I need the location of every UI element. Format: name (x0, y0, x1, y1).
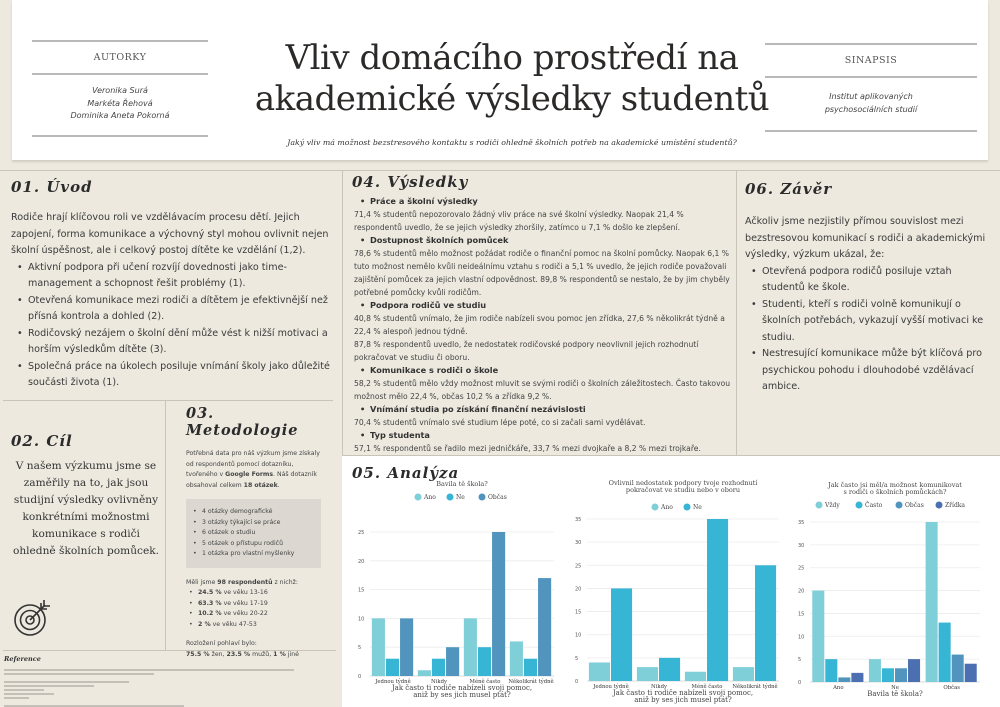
divider (736, 170, 737, 456)
y-tick-label: 25 (575, 563, 582, 570)
reference-text-line (4, 685, 94, 687)
text-bold: Google Forms (225, 471, 274, 478)
uvod-intro: Rodiče hrají klíčovou roli ve vzdělávacím procesu dětí. Jejich zapojení, forma komunikace a výchovný styl mohou ovlivnit nejen školní úspěšnost, ale i celkový postoj dítěte ke vzdělání (1,2). (11, 212, 329, 256)
reference-text-line (4, 693, 54, 695)
result-item (352, 429, 732, 455)
legend-swatch (447, 494, 454, 501)
text-bold: 98 respondentů (217, 578, 273, 586)
y-tick-label: 20 (575, 586, 582, 593)
authors-caption: AUTORKY (93, 52, 147, 63)
affiliation-caption: SINAPSIS (844, 55, 898, 66)
result-heading: • Komunikace s rodiči o škole (352, 364, 732, 377)
bar (825, 659, 837, 682)
result-heading: • Podpora rodičů ve studiu (352, 299, 732, 312)
reference-text-line (4, 669, 294, 671)
bar (400, 618, 413, 676)
section-title: 05. Analýza (352, 464, 460, 482)
section-title: 02. Cíl (11, 432, 73, 450)
legend-item (936, 502, 966, 510)
result-text: 57,1 % respondentů se řadilo mezi jedničkáře, 33,7 % mezi dvojkaře a 8,2 % mezi trojkaře. (354, 444, 701, 453)
title-line: Vliv domácího prostředí na (285, 38, 739, 78)
y-tick-label: 20 (798, 588, 805, 595)
x-axis-label: Bavila tě škola? (867, 690, 923, 698)
result-heading: • Dostupnost školních pomůcek (352, 234, 732, 247)
respondents-line (186, 578, 326, 589)
x-axis-label: aniž by ses jich musel ptát? (413, 691, 511, 699)
bar (446, 647, 459, 676)
section-title: 06. Závěr (745, 180, 833, 198)
y-tick-label: 10 (575, 632, 582, 639)
text-bold: 63.3 % (198, 599, 222, 607)
divider (765, 130, 977, 132)
reference-text-line (4, 681, 129, 683)
y-tick-label: 0 (798, 680, 802, 686)
result-item (352, 234, 732, 299)
x-tick-label: Ano (833, 685, 844, 691)
result-text: 78,6 % studentů mělo možnost požádat rodiče o finanční pomoc na školní pomůcky. Naopak 6,1 % tuto možnost nemělo kvůli neideálnímu vztahu s rodiči a 5,1 % uvedlo, že jejich rodiče považovali zajištění pomůcek za jejich vlastní odpovědnost. 89,8 % respondentů se nestalo, že by jim chyběly potřebné pomůcky kvůli rodičům. (354, 249, 730, 297)
x-tick-label: Ne (891, 685, 899, 691)
bar (538, 578, 551, 676)
y-tick-label: 5 (575, 655, 579, 662)
chart-svg (344, 474, 559, 707)
text: Potřebná data pro náš výzkum jsme získaly od respondentů pomocí dotazníku, tvořeného v (186, 450, 320, 478)
zaver-bullets (745, 264, 995, 396)
section-title: 01. Úvod (11, 178, 93, 196)
legend-swatch (936, 502, 943, 509)
bar (838, 677, 850, 682)
bar (637, 667, 658, 681)
section-analyza (342, 456, 1000, 707)
question-group: • 5 otázek o přístupu rodičů (190, 539, 317, 550)
gender-caption: Rozložení pohlaví bylo: (186, 640, 257, 647)
affiliation-line: Institut aplikovaných (829, 92, 913, 101)
y-tick-label: 25 (358, 530, 365, 536)
legend-label: Vždy (825, 502, 840, 509)
bar (432, 659, 445, 676)
bullet-item: • Nestresující komunikace může být klíčová pro psychickou pohodu i dlouhodobé vzdělávací ambice. (745, 346, 995, 396)
text-bold: 10.2 % (198, 610, 222, 617)
x-tick-label: Několikrát týdně (732, 684, 778, 690)
x-axis-label: Jak často ti rodiče nabízeli svoji pomoc, (391, 684, 533, 692)
text: ve věku 47-53 (210, 620, 257, 628)
bullet-item: • Společná práce na úkolech posiluje vnímání školy jako důležité součásti života (1). (11, 359, 333, 392)
text: . Náš dotazník obsahoval celkem (186, 471, 317, 489)
author-name: Veronika Surá (92, 86, 148, 95)
bar (869, 659, 881, 682)
author-name: Dominika Aneta Pokorná (70, 111, 170, 120)
section-vysledky (352, 173, 732, 455)
chart-svg (567, 474, 782, 707)
text: Měli jsme (186, 578, 218, 586)
chart-title: pokračovat ve studiu nebo v oboru (625, 486, 741, 494)
legend-item (896, 502, 924, 510)
section-title: 03. Metodologie (186, 405, 299, 439)
bullet-item: • Otevřená podpora rodičů posiluje vztah studentů ke škole. (745, 264, 995, 297)
x-tick-label: Občas (943, 685, 960, 691)
question-group: • 3 otázky týkající se práce (190, 518, 317, 529)
text-bold: 24.5 % (198, 589, 222, 596)
bullet-item: • Aktivní podpora při učení rozvíjí dovednosti jako time-management a schopnost řešit problémy (1). (11, 260, 333, 293)
uvod-bullets (11, 260, 333, 392)
legend-item (816, 502, 841, 510)
text: mužů, (250, 650, 274, 658)
text: žen, (209, 650, 227, 658)
text-bold: 18 otázek (243, 481, 278, 489)
result-text: 71,4 % studentů nepozorovalo žádný vliv práce na své školní výsledky. Naopak 21,4 % respondentů uvedlo, že se jejich výsledky zhoršily, zatímco u 7,1 % došlo ke zlepšení. (354, 210, 684, 232)
y-tick-label: 5 (358, 645, 362, 652)
bar (952, 655, 964, 682)
text-bold: 23.5 % (226, 650, 251, 658)
text: ve věku 17-19 (221, 599, 268, 607)
legend-swatch (415, 494, 422, 501)
bar (851, 673, 863, 682)
y-tick-label: 5 (798, 657, 802, 664)
reference-text-line (4, 689, 44, 691)
result-item (352, 299, 732, 364)
y-tick-label: 25 (798, 565, 805, 572)
bar (464, 618, 477, 676)
result-text: 40,8 % studentů vnímalo, že jim rodiče nabízeli svou pomoc jen zřídka, 27,6 % několikrát týdně a 22,4 % alespoň jednou týdně. (354, 314, 725, 336)
target-icon (12, 598, 52, 638)
reference-title: Reference (4, 655, 41, 663)
text: . (277, 481, 280, 489)
age-list (186, 588, 326, 630)
result-item (352, 195, 732, 234)
y-tick-label: 20 (358, 558, 365, 565)
zaver-intro: Ačkoliv jsme nezjistily přímou souvislost mezi bezstresovou komunikací s rodiči a akademickými výsledky, výzkum ukázal, že: (745, 216, 986, 260)
affiliation-name (765, 78, 977, 130)
bar (372, 618, 385, 676)
x-tick-label: Nikdy (651, 684, 667, 690)
legend-item (856, 501, 883, 509)
bar (733, 667, 754, 681)
legend-label: Občas (488, 494, 507, 501)
chart-komunikace-pomucky (790, 474, 995, 707)
bar (707, 519, 728, 681)
bullet-item: • Otevřená komunikace mezi rodiči a dítětem je efektivnější než přísná kontrola a dohled (2). (11, 293, 333, 326)
authors-list (32, 75, 208, 135)
legend-label: Občas (905, 502, 924, 509)
bar (386, 659, 399, 676)
y-tick-label: 35 (575, 517, 582, 523)
question-groups-box (186, 499, 321, 568)
metodologie-intro (186, 449, 326, 491)
divider (32, 135, 208, 137)
y-tick-label: 10 (358, 616, 365, 623)
legend-swatch (652, 504, 659, 511)
bar (659, 658, 680, 681)
poster-header (12, 0, 988, 160)
text: ve věku 13-16 (221, 589, 268, 596)
bar (685, 672, 706, 681)
bar (524, 659, 537, 676)
bar (478, 647, 491, 676)
bar (965, 664, 977, 682)
legend-item (479, 494, 507, 502)
section-uvod (11, 178, 333, 392)
title-line: akademické výsledky studentů (254, 79, 770, 119)
x-tick-label: Jednou týdně (593, 684, 629, 690)
affiliation-line: psychosociálních studií (824, 104, 918, 114)
divider (165, 400, 166, 650)
result-text: 70,4 % studentů vnímalo své studium lépe poté, co si začali sami vydělávat. (354, 418, 646, 427)
reference-text-line (4, 697, 29, 699)
result-heading: • Typ studenta (352, 429, 732, 442)
legend-label: Ano (661, 504, 673, 511)
bar (589, 662, 610, 681)
section-cil (11, 432, 161, 560)
chart-title: s rodiči o školních pomůckách? (843, 488, 947, 496)
bar (755, 565, 776, 681)
question-group: • 4 otázky demografické (190, 507, 317, 518)
result-text: 87,8 % respondentů uvedlo, že nedostatek rodičovské podpory neovlivnil jejich rozhodnutí pokračovat ve studiu či oboru. (354, 340, 699, 362)
result-item (352, 364, 732, 403)
legend-swatch (896, 502, 903, 509)
legend-label: Ne (456, 494, 465, 501)
x-tick-label: Méně často (469, 679, 501, 685)
section-zaver (745, 180, 995, 396)
x-tick-label: Několikrát týdně (508, 679, 554, 685)
legend-swatch (856, 502, 863, 509)
author-name: Markéta Řehová (87, 98, 153, 108)
legend-label: Často (865, 502, 883, 509)
result-text: 58,2 % studentů mělo vždy možnost mluvit se svými rodiči o školních záležitostech. Často takovou možnost mělo 22,4 %, občas 10,2 % a zřídka 9,2 %. (354, 379, 731, 401)
bullet-item: • Studenti, kteří s rodiči volně komunikují o školních potřebách, vykazují vyšší motivaci ke studiu. (745, 297, 995, 347)
y-tick-label: 0 (358, 674, 362, 680)
y-tick-label: 30 (575, 540, 582, 547)
chart-svg (790, 474, 995, 707)
affiliation-box (765, 43, 977, 132)
legend-item (447, 494, 466, 502)
x-tick-label: Jednou týdně (375, 679, 411, 685)
age-item (186, 609, 326, 620)
bar (418, 670, 431, 676)
legend-item (684, 504, 703, 512)
legend-swatch (684, 504, 691, 511)
section-reference (4, 655, 334, 707)
x-axis-label: Jak často ti rodiče nabízeli svoji pomoc, (612, 689, 754, 697)
legend-swatch (816, 502, 823, 509)
poster-subtitle: Jaký vliv má možnost bezstresového kontaktu s rodiči ohledně školních potřeb na akademické umístění studentů? (287, 138, 737, 147)
age-item (186, 588, 326, 599)
reference-entry (4, 681, 334, 699)
text-bold: 2 % (198, 620, 211, 628)
authors-box (32, 40, 208, 137)
divider (0, 170, 1000, 171)
y-tick-label: 15 (575, 609, 582, 616)
result-heading: • Práce a školní výsledky (352, 195, 732, 208)
bar (895, 668, 907, 682)
legend-label: Ne (693, 504, 702, 511)
section-title: 04. Výsledky (352, 173, 469, 191)
bar (611, 588, 632, 681)
y-tick-label: 15 (798, 611, 805, 618)
text: ve věku 20-22 (221, 610, 268, 617)
legend-swatch (479, 494, 486, 501)
text: z nichž: (272, 578, 298, 586)
bar (908, 659, 920, 682)
cil-text: V našem výzkumu jsme se zaměřily na to, jak jsou studijní výsledky ovlivněny konkrétními možnostmi komunikace s rodiči ohledně školních pomůcek. (12, 460, 160, 557)
bar (926, 522, 938, 682)
bar (492, 532, 505, 676)
bar (939, 623, 951, 682)
legend-item (415, 494, 437, 502)
y-tick-label: 15 (358, 587, 365, 594)
question-group: • 1 otázka pro vlastní myšlenky (190, 549, 317, 560)
x-axis-label: aniž by ses jich musel ptát? (634, 696, 732, 704)
text-bold: 75.5 % (186, 650, 210, 658)
legend-label: Ano (424, 494, 436, 501)
divider (3, 400, 333, 401)
y-tick-label: 30 (798, 542, 805, 549)
x-tick-label: Nikdy (431, 679, 447, 685)
legend-item (652, 504, 674, 512)
age-item (186, 599, 326, 610)
bar (882, 668, 894, 682)
chart-title: Ovlivnil nedostatek podpory tvoje rozhodnutí (608, 479, 758, 487)
result-heading: • Vnímání studia po získání finanční nezávislosti (352, 403, 732, 416)
x-tick-label: Méně často (691, 684, 723, 690)
chart-title: Bavila tě škola? (436, 480, 488, 488)
text-bold: 1 % (273, 650, 286, 658)
y-tick-label: 35 (798, 520, 805, 526)
poster-title (222, 38, 802, 120)
reference-entry (4, 669, 334, 675)
chart-bavila-skola (344, 474, 559, 707)
chart-nedostatek-podpory (567, 474, 782, 707)
legend-label: Zřídka (945, 502, 966, 509)
question-group: • 6 otázek o studiu (190, 528, 317, 539)
result-item (352, 403, 732, 429)
chart-title: Jak často jsi měl/a možnost komunikovat (828, 481, 962, 489)
bar (510, 641, 523, 676)
bar (812, 591, 824, 682)
y-tick-label: 0 (575, 679, 579, 685)
y-tick-label: 10 (798, 634, 805, 641)
bullet-item: • Rodičovský nezájem o školní dění může vést k nižší motivaci a horším výsledkům dítěte (3). (11, 326, 333, 359)
section-metodologie (186, 405, 326, 660)
text: jiné (285, 650, 299, 658)
reference-text-line (4, 673, 154, 675)
age-item (186, 620, 326, 631)
